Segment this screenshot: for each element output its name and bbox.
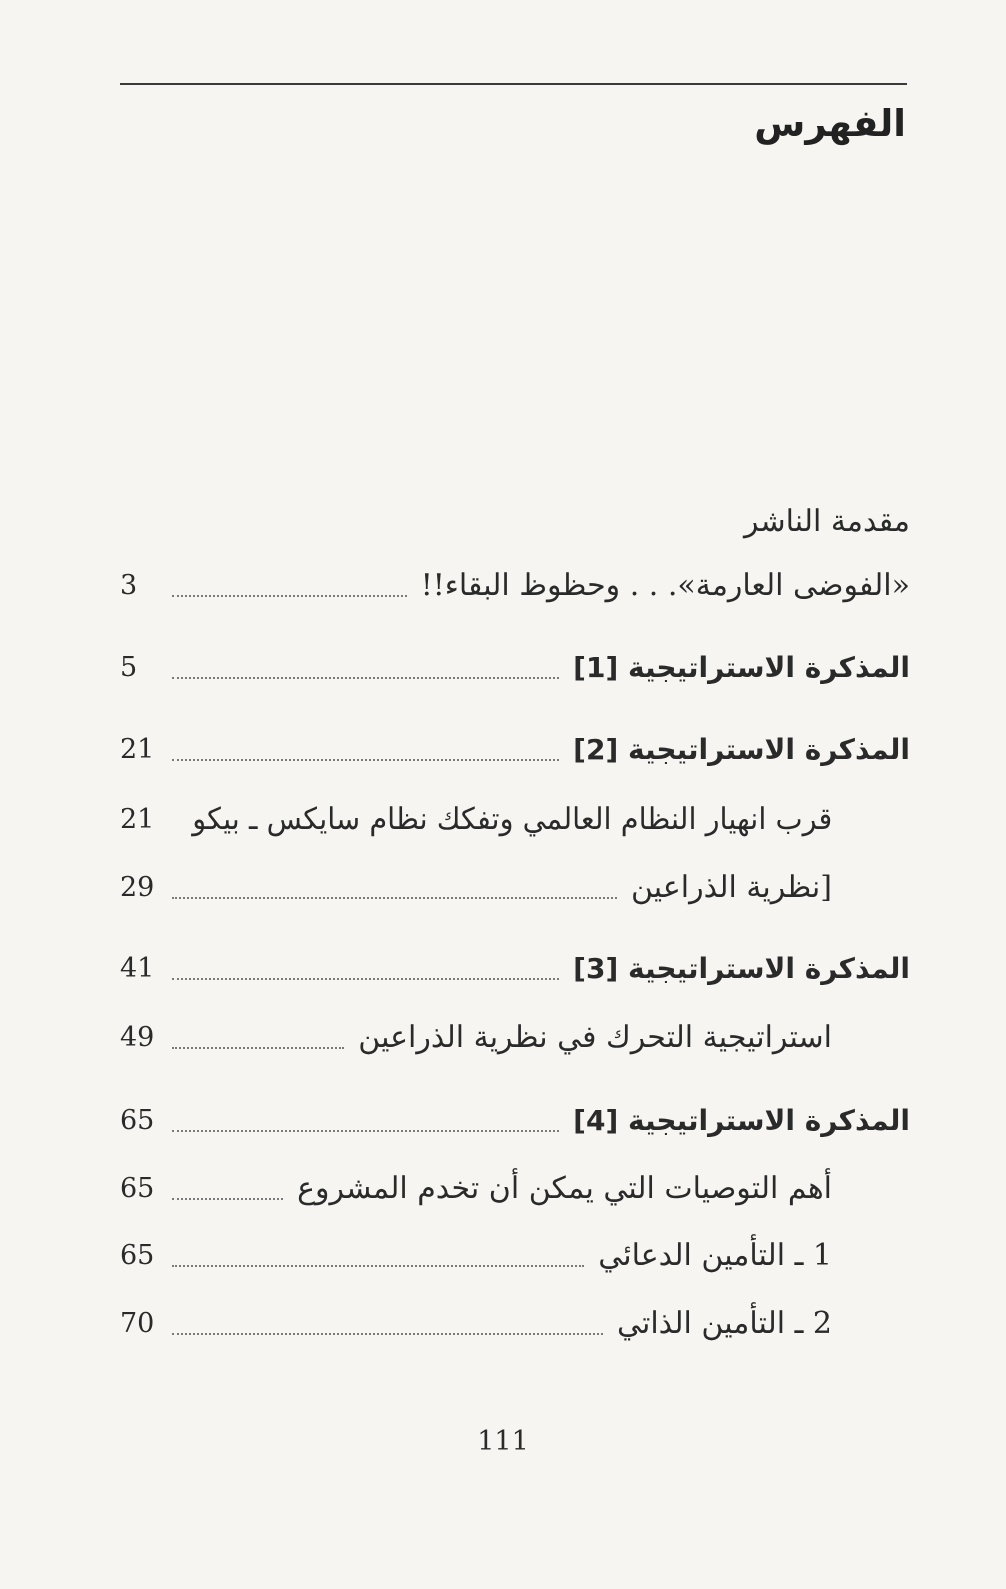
toc-entry-title: مقدمة الناشر (743, 504, 910, 539)
toc-leader-dots (172, 677, 559, 679)
toc-page-number: 3 (120, 570, 138, 601)
toc-entry (120, 1234, 910, 1278)
toc-leader-dots (172, 897, 617, 899)
toc-entry-title: قرب انهيار النظام العالمي وتفكك نظام سايكس ـ بيكو (192, 802, 832, 837)
toc-page-number: 21 (120, 804, 155, 835)
toc-entry (120, 500, 910, 544)
toc-entry-title: المذكرة الاستراتيجية [2] (573, 733, 910, 766)
toc-entry-title: [نظرية الذراعين (630, 870, 832, 905)
toc-entry-title: المذكرة الاستراتيجية [4] (573, 1104, 910, 1137)
page-number: 111 (477, 1426, 529, 1457)
toc-leader-dots (172, 595, 407, 597)
toc-page-number: 21 (120, 734, 155, 765)
toc-entry-title: «الفوضى العارمة». . . وحظوظ البقاء!! (420, 568, 910, 603)
toc-page-number: 65 (120, 1173, 155, 1204)
toc-page-number: 49 (120, 1022, 155, 1053)
toc-entry (120, 798, 910, 842)
toc-entry (120, 728, 910, 772)
toc-entry-title: المذكرة الاستراتيجية [1] (573, 651, 910, 684)
toc-entry-title: 2 ـ التأمين الذاتي (616, 1306, 832, 1341)
toc-leader-dots (172, 1198, 283, 1200)
toc-entry-title: أهم التوصيات التي يمكن أن تخدم المشروع (297, 1171, 832, 1206)
toc-entry (120, 947, 910, 991)
page-title: الفهرس (754, 102, 906, 145)
toc-leader-dots (172, 1333, 603, 1335)
top-rule (120, 83, 907, 85)
toc-leader-dots (172, 1047, 344, 1049)
toc-entry (120, 866, 910, 910)
toc-page-number: 70 (120, 1308, 155, 1339)
toc-page-number: 5 (120, 652, 138, 683)
toc-entry (120, 646, 910, 690)
toc-page-number: 65 (120, 1105, 155, 1136)
toc-leader-dots (172, 759, 559, 761)
toc-entry (120, 564, 910, 608)
toc-entry (120, 1302, 910, 1346)
toc-page-number: 29 (120, 872, 155, 903)
toc-entry-title: 1 ـ التأمين الدعائي (598, 1238, 832, 1273)
toc-entry-title: المذكرة الاستراتيجية [3] (573, 952, 910, 985)
toc-entry (120, 1016, 910, 1060)
toc-leader-dots (172, 1265, 584, 1267)
toc-entry-title: استراتيجية التحرك في نظرية الذراعين (358, 1020, 832, 1055)
toc-entry (120, 1099, 910, 1143)
toc-entry (120, 1167, 910, 1211)
toc-page-number: 65 (120, 1240, 155, 1271)
toc-page-number: 41 (120, 953, 155, 984)
toc-leader-dots (172, 1130, 559, 1132)
toc-leader-dots (172, 978, 559, 980)
